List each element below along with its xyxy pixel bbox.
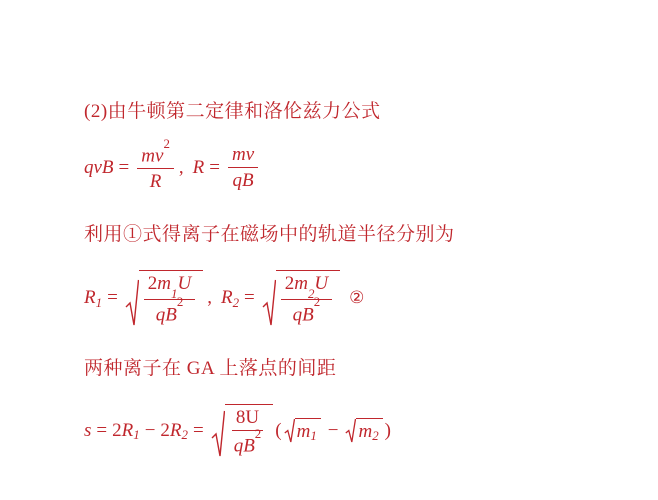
exponent-2: 2 [313, 294, 321, 310]
comma-separator-2: , [207, 287, 212, 309]
equals-sign-3: = [107, 287, 118, 309]
radicand [139, 270, 203, 327]
distance-explanation-text [84, 353, 658, 380]
subscript-2: 2 [232, 294, 240, 310]
coefficient-2: 2 [284, 273, 295, 295]
comma-separator-1: , [178, 157, 184, 178]
var-R: R [192, 157, 205, 178]
subscript-2: 2 [307, 285, 315, 301]
radicand [295, 418, 321, 444]
radicand [356, 418, 382, 444]
fraction-2m1U-over-qB2 [144, 273, 195, 326]
subscript-1: 1 [133, 426, 140, 442]
equals-sign-2: = [209, 157, 220, 178]
subscript-1: 1 [171, 285, 178, 301]
fraction-mv2-over-R [137, 135, 174, 193]
radical-sign [284, 418, 295, 444]
paren-open: ( [275, 419, 282, 441]
var-q: q [155, 304, 166, 325]
radical-sign [211, 404, 225, 458]
subscript-2: 2 [181, 426, 188, 442]
var-B: B [165, 304, 177, 325]
radius-explanation-text [84, 219, 658, 246]
formula-radii [84, 270, 658, 327]
coefficient-2a: 2 [112, 419, 122, 441]
var-U: U [177, 273, 192, 295]
formula-separation-distance [84, 404, 658, 458]
var-R2: R [169, 419, 182, 441]
fraction-denominator: R [149, 171, 162, 193]
heading-text: (2)由牛顿第二定律和洛伦兹力公式 [84, 101, 381, 122]
fraction-numerator [137, 135, 174, 169]
equation-number-2: ② [349, 288, 365, 308]
radical-sign [345, 418, 356, 444]
var-m: m [294, 273, 308, 295]
fraction-denominator: qB [232, 170, 254, 191]
term-8U: 8U [235, 406, 260, 428]
subscript-2: 2 [372, 427, 379, 443]
minus-sign-1: − [144, 419, 156, 441]
term-qvB: qvB [84, 157, 114, 178]
fraction-8U-over-qB2 [230, 407, 266, 457]
var-R1: R [84, 287, 96, 309]
sqrt-expression-8U-over-qB2 [211, 404, 274, 458]
exponent-2: 2 [163, 135, 170, 151]
fraction-numerator [144, 273, 195, 300]
var-m: m [296, 420, 311, 442]
equals-sign-6: = [192, 419, 204, 441]
var-B: B [302, 304, 314, 325]
sqrt-m2 [345, 418, 382, 444]
sqrt-expression-R2 [262, 270, 340, 327]
fraction-numerator: mv [228, 144, 258, 168]
fraction-mv-over-qB [228, 144, 258, 192]
var-R1: R [121, 419, 134, 441]
var-m: m [141, 145, 155, 167]
radicand [225, 404, 274, 458]
var-v: v [155, 145, 164, 167]
explanation-text: 两种离子在 GA 上落点的间距 [84, 357, 337, 379]
explanation-text: 利用①式得离子在磁场中的轨道半径分别为 [84, 224, 455, 246]
formula-radius-definition [193, 144, 261, 192]
fraction-denominator [230, 425, 266, 457]
var-R2: R [220, 287, 233, 309]
equals-sign-5: = [96, 419, 108, 441]
radical-sign [262, 270, 276, 327]
var-q: q [292, 304, 303, 325]
exponent-2: 2 [176, 294, 184, 310]
radical-sign [125, 270, 139, 327]
fraction-denominator [152, 294, 188, 326]
subscript-1: 1 [310, 427, 317, 443]
subscript-1: 1 [95, 294, 103, 310]
equals-sign-4: = [244, 287, 255, 309]
formula-R2 [221, 270, 342, 327]
coefficient-2b: 2 [160, 419, 170, 441]
var-B: B [243, 435, 255, 457]
sqrt-expression-R1 [125, 270, 203, 327]
formula-lorentz-force [84, 135, 658, 193]
var-U: U [314, 273, 329, 295]
sqrt-m1 [284, 418, 321, 444]
coefficient-2: 2 [147, 273, 158, 295]
exponent-2: 2 [254, 425, 262, 441]
minus-sign-2: − [327, 419, 339, 441]
fraction-2m2U-over-qB2 [281, 273, 332, 326]
paren-close: ) [384, 419, 391, 441]
formula-lorentz-left [84, 135, 177, 193]
var-s: s [84, 419, 92, 441]
fraction-numerator [281, 273, 332, 300]
formula-R1 [84, 270, 205, 327]
var-q: q [233, 435, 244, 457]
var-m: m [157, 273, 172, 295]
var-m: m [358, 420, 373, 442]
solution-step-2-heading [84, 96, 658, 123]
radicand [276, 270, 340, 327]
equals-sign-1: = [118, 157, 130, 178]
fraction-denominator [289, 294, 325, 326]
